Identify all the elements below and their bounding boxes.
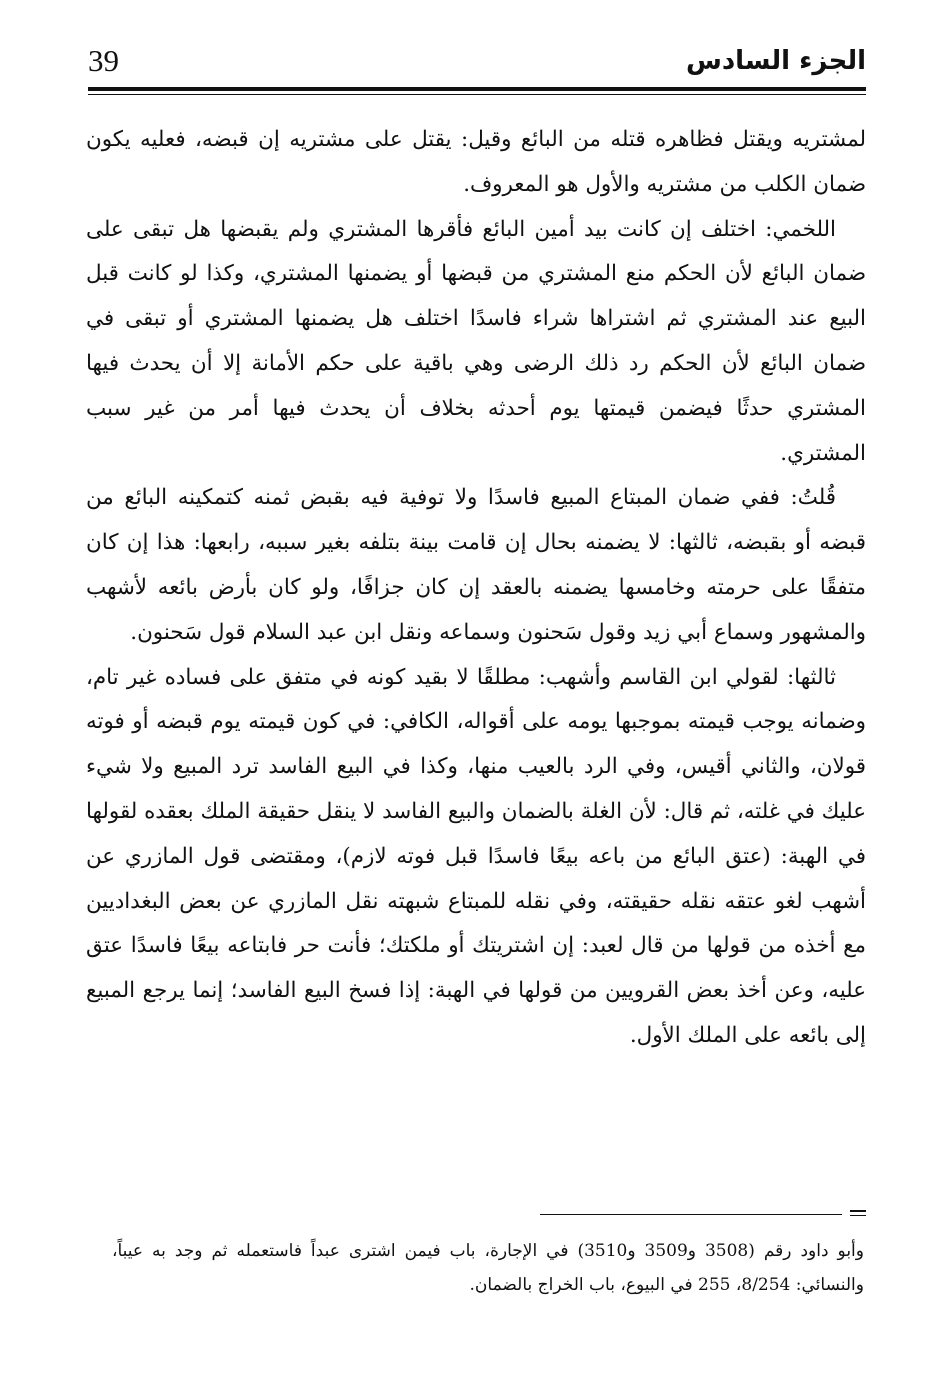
paragraph: قُلتُ: ففي ضمان المبتاع المبيع فاسدًا ولا توفية فيه بقبض ثمنه كتمكينه البائع من قبضه أو بقبضه، ثالثها: لا يضمنه بحال إن قامت بينة بتلفه بغير سببه، رابعها: هذا إن كان متفقًا على حرمته وخامسها يضمنه بالعقد إن كان جزافًا، ولو كان بأرض بائعه لأشهب والمشهور وسماع أبي زيد وقول سَحنون وسماعه ونقل ابن عبد السلام قول سَحنون. (86, 485, 866, 645)
header-rule-thin (88, 94, 866, 95)
page-header (88, 40, 866, 84)
page-number: 39 (88, 43, 119, 78)
footnote (112, 1234, 864, 1302)
footnote-separator (540, 1210, 866, 1224)
paragraph: اللخمي: اختلف إن كانت بيد أمين البائع فأقرها المشتري ولم يقبضها هل تبقى على ضمان البائع لأن الحكم منع المشتري من قبضها أو يضمنها المشتري، وكذا لو كانت قبل البيع عند المشتري ثم اشتراها شراء فاسدًا اختلف هل يضمنها المشتري أو تبقى في ضمان البائع لأن الحكم رد ذلك الرضى وهي باقية على حكم الأمانة إلا أن يحدث فيها المشتري حدثًا فيضمن قيمتها يوم أحدثه بخلاف أن يحدث فيها أمر من غير سبب المشتري. (86, 216, 866, 466)
main-text (86, 118, 866, 1059)
footnote-text: وأبو داود رقم (3508 و3509 و3510) في الإجارة، باب فيمن اشترى عبداً فاستعمله ثم وجد به عيباً، والنسائي: 8/254، 255 في البيوع، باب الخراج بالضمان. (112, 1241, 864, 1295)
paragraph: لمشتريه ويقتل فظاهره قتله من البائع وقيل: يقتل على مشتريه إن قبضه، فعليه يكون ضمان الكلب من مشتريه والأول هو المعروف. (86, 127, 866, 197)
paragraph: ثالثها: لقولي ابن القاسم وأشهب: مطلقًا لا بقيد كونه في متفق على فساده غير تام، وضمانه يوجب قيمته بموجبها يومه على أقواله، الكافي: في كون قيمته يوم قبضه أو فوته قولان، والثاني أقيس، وفي الرد بالعيب منها، وكذا في البيع الفاسد ترد المبيع ولا شيء عليك في غلته، ثم قال: لأن الغلة بالضمان والبيع الفاسد لا ينقل حقيقة الملك بعقده لقولها في الهبة: (عتق البائع من باعه بيعًا فاسدًا قبل فوته لازم)، ومقتضى قول المازري عن أشهب لغو عتقه نقله حقيقته، وفي نقله للمبتاع شبهته نقل المازري عن بعض البغداديين مع أخذه من قولها من قال لعبد: إن اشتريتك أو ملكتك؛ فأنت حر فابتاعه بيعًا فاسدًا عتق عليه، وعن أخذ بعض القرويين من قولها في الهبة: إذا فسخ البيع الفاسد؛ إنما يرجع المبيع إلى بائعه على الملك الأول. (86, 664, 866, 1048)
footnote-rule (540, 1214, 842, 1215)
running-title: الجزء السادس (685, 46, 866, 76)
header-rule-thick (88, 87, 866, 91)
footnote-marker (850, 1210, 866, 1219)
